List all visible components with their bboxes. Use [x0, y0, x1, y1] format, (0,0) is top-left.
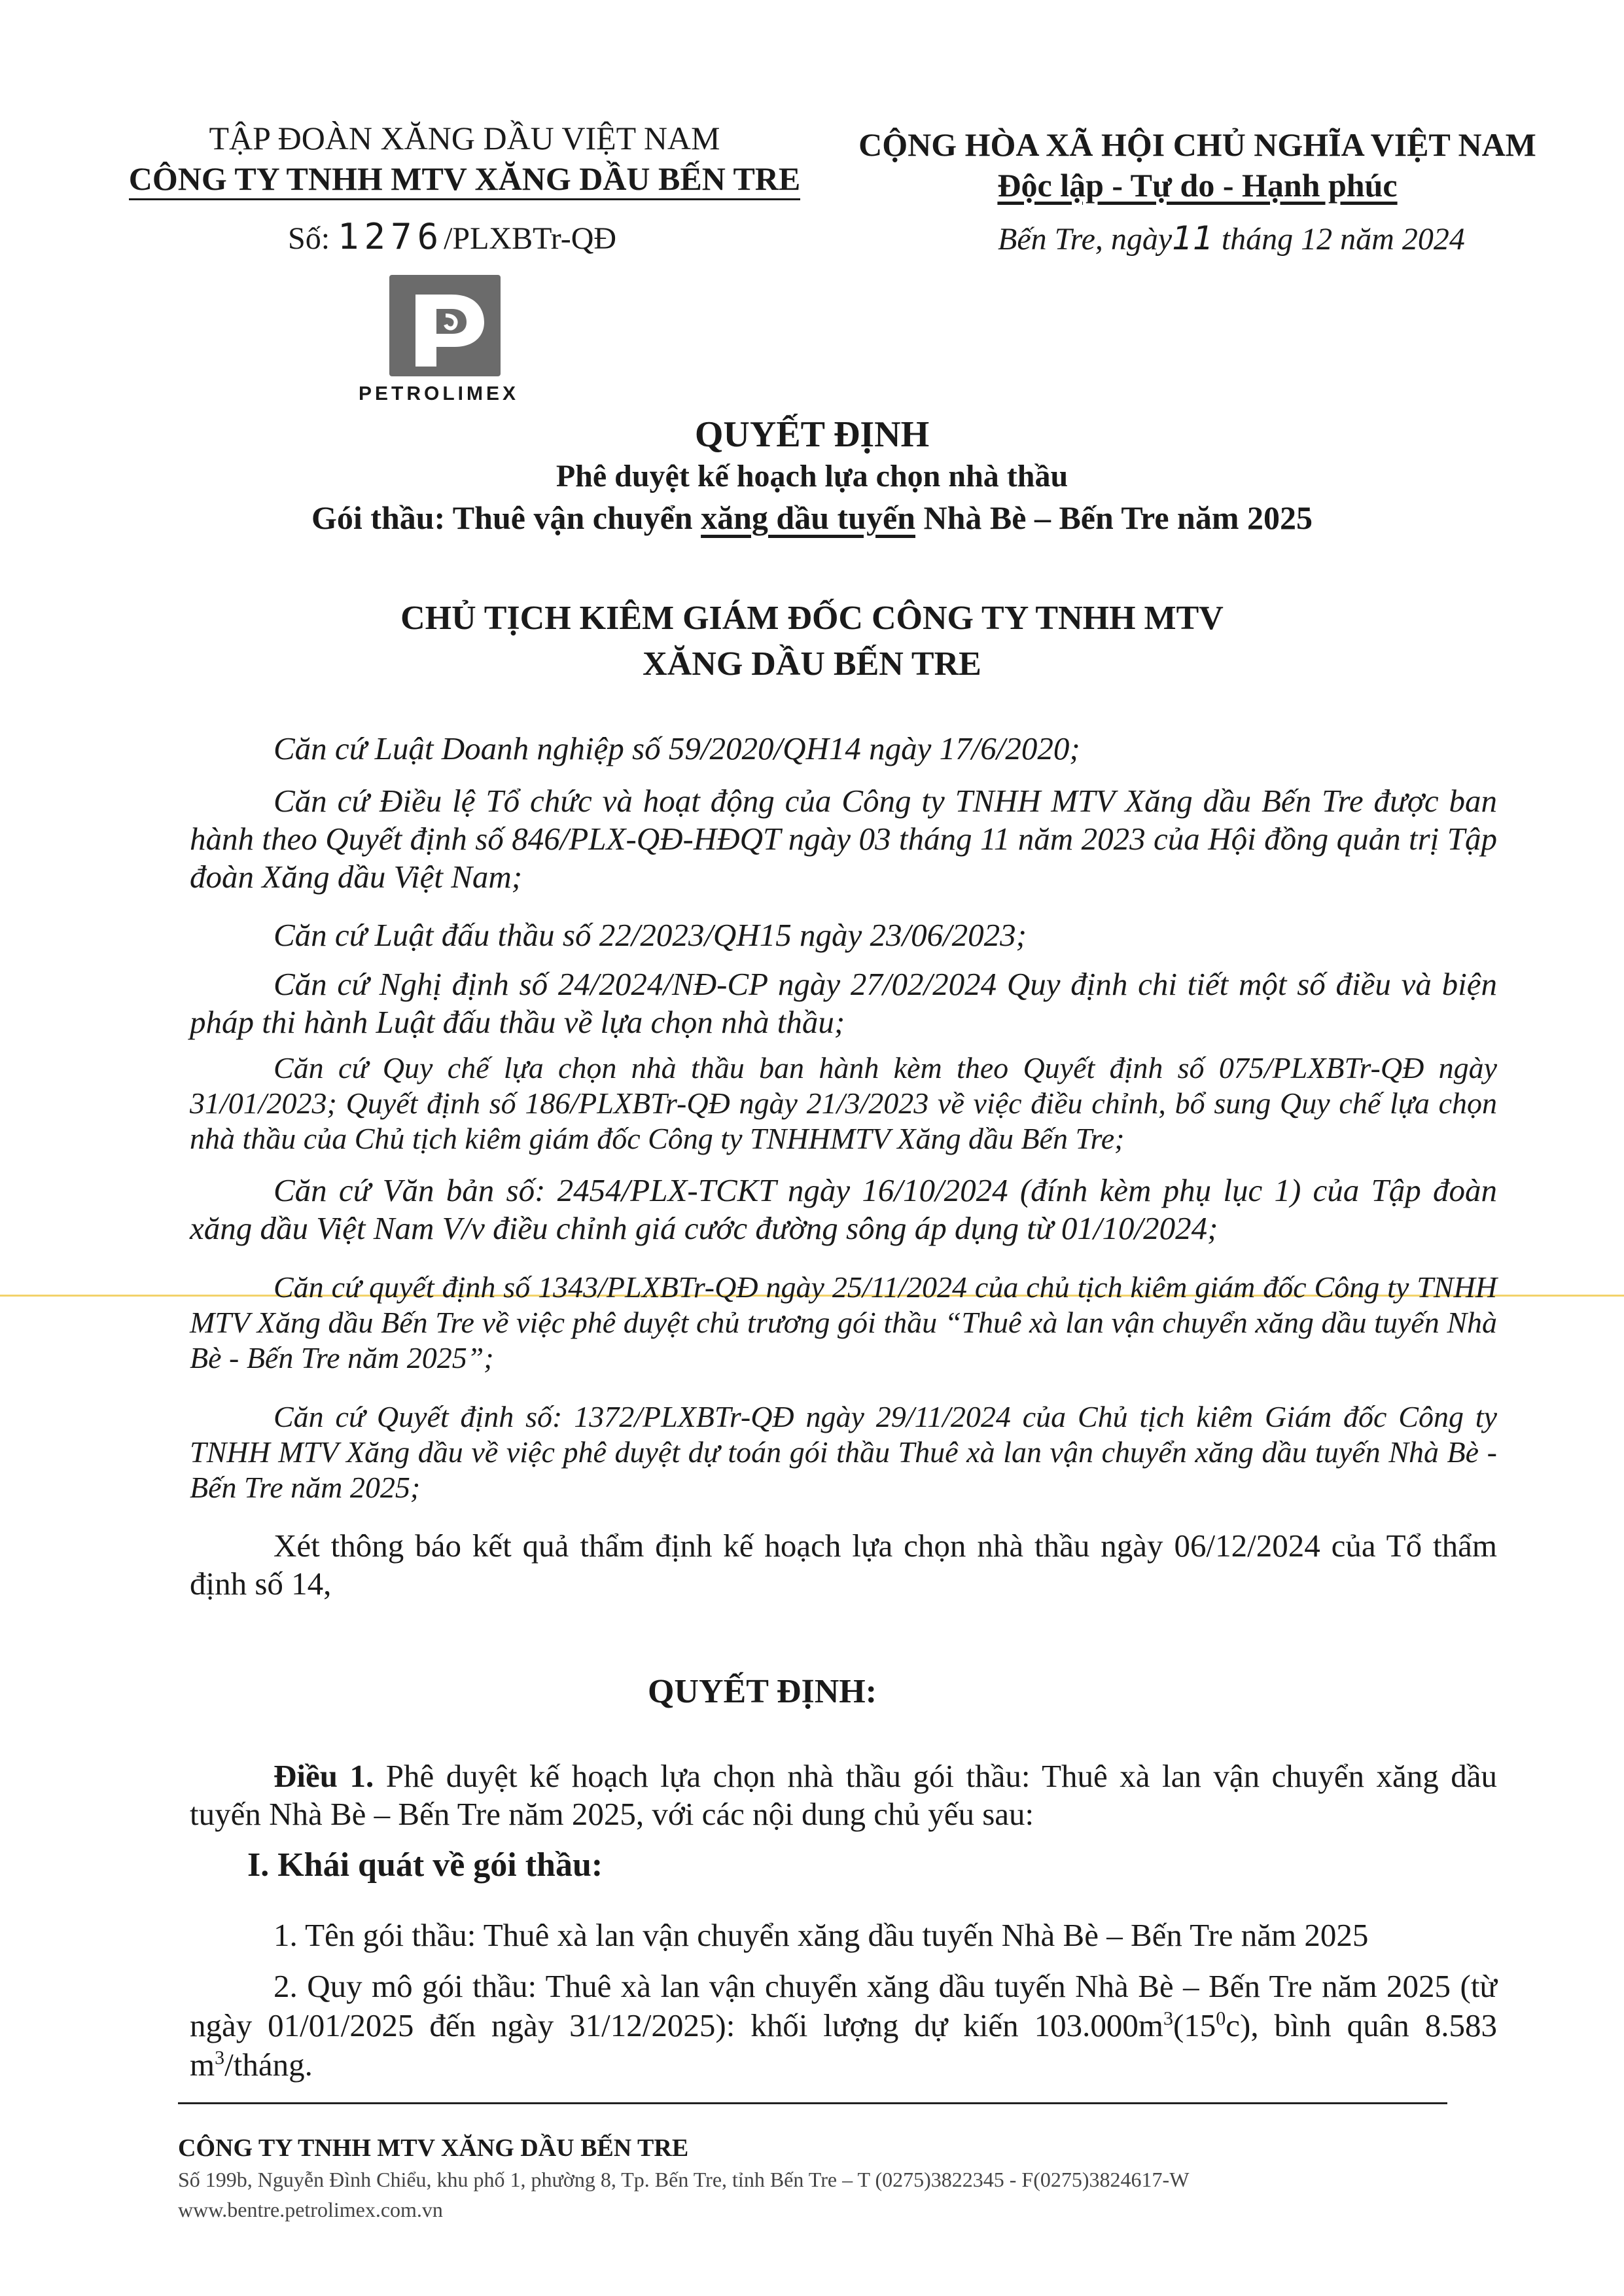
section-1-item-2 — [190, 1967, 1497, 2085]
package-underlined: xăng dầu tuyến — [701, 499, 915, 536]
issuing-company: CÔNG TY TNHH MTV XĂNG DẦU BẾN TRE — [118, 158, 811, 199]
package-prefix: Gói thầu: Thuê vận chuyển — [311, 499, 701, 536]
footer-address: Số 199b, Nguyễn Đình Chiểu, khu phố 1, phường 8, Tp. Bến Tre, tỉnh Bến Tre – T (0275)3822345 - F(0275)3824617-W — [178, 2168, 1190, 2191]
day-handwritten: 11 — [1172, 219, 1214, 257]
item2-sup-3: 3 — [215, 2047, 225, 2069]
package-name — [0, 499, 1624, 537]
parent-org: TẬP ĐOÀN XĂNG DẦU VIỆT NAM — [209, 120, 720, 156]
package-suffix: Nhà Bè – Bến Tre năm 2025 — [915, 499, 1313, 536]
item2-part-a: 2. Quy mô gói thầu: Thuê xà lan vận chuyển xăng dầu tuyến Nhà Bè – Bến Tre năm 2025 (từ ngày 01/01/2025 đến ngày 31/12/2025): khối lượng dự kiến 103.000m — [190, 1968, 1497, 2043]
item2-part-c: c), bình quân 8.583 m — [190, 2007, 1497, 2083]
national-header — [844, 124, 1551, 206]
article-1-text: Phê duyệt kế hoạch lựa chọn nhà thầu gói thầu: Thuê xà lan vận chuyển xăng dầu tuyến Nhà Bè – Bến Tre năm 2025, với các nội dung chủ yếu sau: — [190, 1758, 1498, 1832]
petrolimex-logo-icon — [389, 275, 501, 376]
footer-divider — [178, 2102, 1447, 2104]
item2-part-d: /tháng. — [224, 2047, 313, 2083]
authority-line-2: XĂNG DẦU BẾN TRE — [643, 645, 981, 683]
authority-line-1: CHỦ TỊCH KIÊM GIÁM ĐỐC CÔNG TY TNHH MTV — [400, 600, 1224, 637]
number-suffix: /PLXBTr-QĐ — [444, 221, 617, 256]
legal-basis-1: Căn cứ Luật Doanh nghiệp số 59/2020/QH14 ngày 17/6/2020; — [274, 730, 1080, 766]
legal-basis-4: Căn cứ Nghị định số 24/2024/NĐ-CP ngày 27/02/2024 Quy định chi tiết một số điều và biện pháp thi hành Luật đấu thầu về lựa chọn nhà thầu; — [190, 966, 1497, 1040]
place-prefix: Bến Tre, ngày — [998, 222, 1173, 257]
legal-basis-7: Căn cứ quyết định số 1343/PLXBTr-QĐ ngày 25/11/2024 của chủ tịch kiêm giám đốc Công ty TNHH MTV Xăng dầu Bến Tre về việc phê duyệt chủ trương gói thầu “Thuê xà lan vận chuyển xăng dầu tuyến Nhà Bè - Bến Tre năm 2025”; — [190, 1270, 1497, 1374]
document-number — [288, 216, 616, 257]
legal-basis-5: Căn cứ Quy chế lựa chọn nhà thầu ban hành kèm theo Quyết định số 075/PLXBTr-QĐ ngày 31/01/2023; Quyết định số 186/PLXBTr-QĐ ngày 21/3/2023 về việc điều chỉnh, bổ sung Quy chế lựa chọn nhà thầu của Chủ tịch kiêm giám đốc Công ty TNHHMTV Xăng dầu Bến Tre; — [190, 1051, 1497, 1155]
document-title: QUYẾT ĐỊNH — [694, 414, 930, 455]
item2-sup-1: 3 — [1163, 2007, 1173, 2030]
logo-text: PETROLIMEX — [359, 383, 520, 404]
number-handwritten: 1276 — [338, 216, 444, 257]
article-1-label: Điều 1. — [274, 1758, 374, 1794]
legal-basis-8: Căn cứ Quyết định số: 1372/PLXBTr-QĐ ngày 29/11/2024 của Chủ tịch kiêm Giám đốc Công ty TNHH MTV Xăng dầu về việc phê duyệt dự toán gói thầu Thuê xà lan vận chuyển xăng dầu tuyến Nhà Bè - Bến Tre năm 2025; — [190, 1400, 1497, 1504]
footer-company: CÔNG TY TNHH MTV XĂNG DẦU BẾN TRE — [178, 2134, 689, 2162]
legal-basis-2: Căn cứ Điều lệ Tổ chức và hoạt động của Công ty TNHH MTV Xăng dầu Bến Tre được ban hành theo Quyết định số 846/PLX-QĐ-HĐQT ngày 03 tháng 11 năm 2023 của Hội đồng quản trị Tập đoàn Xăng dầu Việt Nam; — [190, 783, 1497, 895]
decision-heading: QUYẾT ĐỊNH: — [647, 1673, 877, 1710]
document-subtitle: Phê duyệt kế hoạch lựa chọn nhà thầu — [556, 459, 1068, 493]
section-1-heading: I. Khái quát về gói thầu: — [247, 1846, 603, 1884]
place-date — [998, 219, 1465, 257]
section-1-item-1: 1. Tên gói thầu: Thuê xà lan vận chuyển xăng dầu tuyến Nhà Bè – Bến Tre năm 2025 — [274, 1917, 1369, 1953]
nation-name: CỘNG HÒA XÃ HỘI CHỦ NGHĨA VIỆT NAM — [858, 126, 1536, 163]
legal-basis-3: Căn cứ Luật đấu thầu số 22/2023/QH15 ngày 23/06/2023; — [274, 917, 1027, 953]
national-motto: Độc lập - Tự do - Hạnh phúc — [997, 167, 1398, 204]
legal-basis-6: Căn cứ Văn bản số: 2454/PLX-TCKT ngày 16/10/2024 (đính kèm phụ lục 1) của Tập đoàn xăng dầu Việt Nam V/v điều chỉnh giá cước đường sông áp dụng từ 01/10/2024; — [190, 1172, 1497, 1246]
article-1 — [190, 1757, 1497, 1833]
issuer-block — [118, 118, 811, 199]
number-label: Số: — [288, 221, 330, 256]
item2-sup-2: 0 — [1216, 2007, 1226, 2030]
item2-part-b: (15 — [1173, 2007, 1216, 2043]
place-suffix: tháng 12 năm 2024 — [1221, 222, 1465, 257]
consideration-paragraph: Xét thông báo kết quả thẩm định kế hoạch lựa chọn nhà thầu ngày 06/12/2024 của Tổ thẩm định số 14, — [190, 1528, 1497, 1602]
footer-website[interactable]: www.bentre.petrolimex.com.vn — [178, 2198, 443, 2221]
